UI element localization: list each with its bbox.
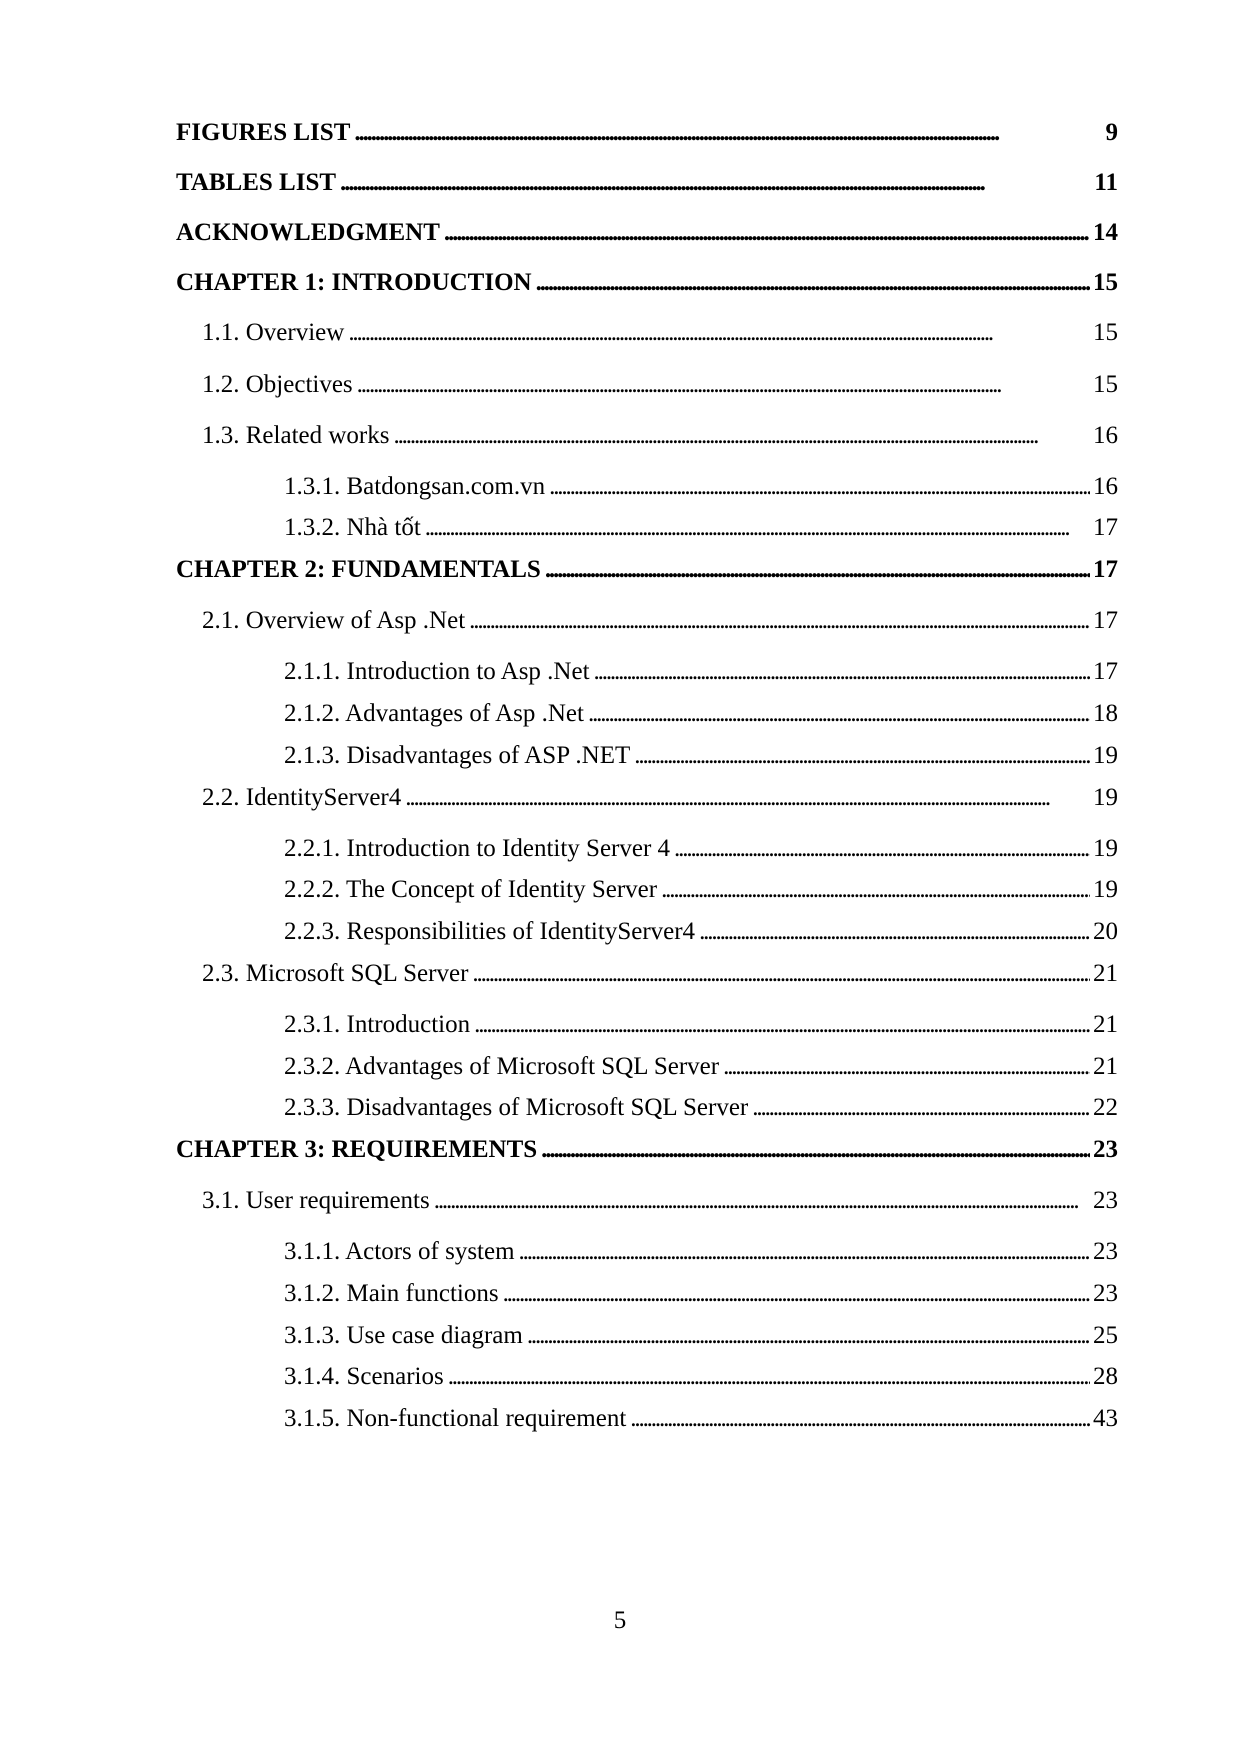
toc-entry-page: 16 bbox=[1093, 473, 1118, 500]
toc-entry[interactable] bbox=[284, 1404, 1118, 1434]
toc-entry-title: 1.1. Overview bbox=[202, 319, 345, 346]
toc-entry[interactable] bbox=[176, 1135, 1118, 1165]
toc-entry[interactable] bbox=[202, 606, 1118, 636]
toc-dot-leader bbox=[393, 421, 1090, 451]
toc-dot-leader bbox=[354, 118, 1102, 148]
toc-entry[interactable] bbox=[202, 1186, 1118, 1216]
toc-dot-leader bbox=[469, 606, 1090, 636]
toc-entry-title: 2.3. Microsoft SQL Server bbox=[202, 960, 469, 987]
toc-entry[interactable] bbox=[284, 1052, 1118, 1082]
toc-entry[interactable] bbox=[284, 917, 1118, 947]
toc-entry[interactable] bbox=[176, 118, 1118, 148]
toc-entry-title: TABLES LIST bbox=[176, 169, 337, 196]
toc-entry-title: 1.2. Objectives bbox=[202, 371, 353, 398]
toc-entry[interactable] bbox=[202, 318, 1118, 348]
toc-entry-page: 15 bbox=[1093, 371, 1118, 398]
toc-entry-title: 3.1.2. Main functions bbox=[284, 1280, 499, 1307]
toc-entry-page: 21 bbox=[1093, 1011, 1118, 1038]
toc-entry[interactable] bbox=[202, 959, 1118, 989]
toc-entry-page: 23 bbox=[1093, 1136, 1118, 1163]
toc-entry-title: CHAPTER 3: REQUIREMENTS bbox=[176, 1136, 538, 1163]
toc-entry-title: 2.2.2. The Concept of Identity Server bbox=[284, 876, 658, 903]
toc-dot-leader bbox=[472, 959, 1090, 989]
toc-dot-leader bbox=[630, 1404, 1090, 1434]
toc-entry-page: 23 bbox=[1093, 1187, 1118, 1214]
toc-entry-page: 17 bbox=[1093, 556, 1118, 583]
toc-dot-leader bbox=[444, 218, 1090, 248]
toc-entry[interactable] bbox=[284, 472, 1118, 502]
toc-dot-leader bbox=[549, 472, 1090, 502]
toc-entry[interactable] bbox=[284, 1237, 1118, 1267]
toc-entry-title: 3.1. User requirements bbox=[202, 1187, 430, 1214]
toc-entry-title: 2.3.2. Advantages of Microsoft SQL Server bbox=[284, 1053, 720, 1080]
toc-entry[interactable] bbox=[284, 875, 1118, 905]
toc-entry[interactable] bbox=[176, 218, 1118, 248]
toc-entry-title: 1.3.2. Nhà tốt bbox=[284, 514, 421, 541]
toc-dot-leader bbox=[634, 741, 1090, 771]
toc-entry-title: 2.3.3. Disadvantages of Microsoft SQL Server bbox=[284, 1094, 749, 1121]
toc-entry[interactable] bbox=[284, 1010, 1118, 1040]
toc-entry-page: 21 bbox=[1093, 960, 1118, 987]
toc-entry-title: CHAPTER 1: INTRODUCTION bbox=[176, 269, 532, 296]
toc-dot-leader bbox=[541, 1135, 1090, 1165]
toc-entry-title: FIGURES LIST bbox=[176, 119, 351, 146]
toc-dot-leader bbox=[752, 1093, 1090, 1123]
toc-entry-page: 15 bbox=[1093, 269, 1118, 296]
toc-entry-title: 2.1.1. Introduction to Asp .Net bbox=[284, 658, 590, 685]
toc-entry-page: 17 bbox=[1093, 514, 1118, 541]
toc-dot-leader bbox=[448, 1362, 1090, 1392]
toc-entry-title: 2.1. Overview of Asp .Net bbox=[202, 607, 466, 634]
toc-entry-title: 1.3.1. Batdongsan.com.vn bbox=[284, 473, 546, 500]
toc-entry-page: 23 bbox=[1093, 1238, 1118, 1265]
toc-dot-leader bbox=[545, 555, 1090, 585]
toc-dot-leader bbox=[723, 1052, 1090, 1082]
toc-dot-leader bbox=[594, 657, 1090, 687]
toc-dot-leader bbox=[357, 370, 1090, 400]
toc-entry[interactable] bbox=[284, 1321, 1118, 1351]
toc-entry-title: 2.3.1. Introduction bbox=[284, 1011, 471, 1038]
toc-entry-page: 21 bbox=[1093, 1053, 1118, 1080]
toc-entry-page: 18 bbox=[1093, 700, 1118, 727]
toc-entry[interactable] bbox=[284, 834, 1118, 864]
toc-entry[interactable] bbox=[176, 168, 1118, 198]
toc-entry-title: 1.3. Related works bbox=[202, 422, 390, 449]
toc-entry[interactable] bbox=[284, 699, 1118, 729]
toc-entry-page: 17 bbox=[1093, 607, 1118, 634]
toc-entry-page: 15 bbox=[1093, 319, 1118, 346]
toc-entry[interactable] bbox=[284, 741, 1118, 771]
toc-entry-page: 14 bbox=[1093, 219, 1118, 246]
toc-entry-page: 43 bbox=[1093, 1405, 1118, 1432]
toc-dot-leader bbox=[661, 875, 1090, 905]
toc-dot-leader bbox=[527, 1321, 1090, 1351]
toc-entry-page: 19 bbox=[1093, 835, 1118, 862]
toc-dot-leader bbox=[536, 268, 1090, 298]
toc-dot-leader bbox=[503, 1279, 1090, 1309]
page-number: 5 bbox=[613, 1607, 627, 1634]
toc-dot-leader bbox=[474, 1010, 1090, 1040]
toc-dot-leader bbox=[519, 1237, 1090, 1267]
toc-entry[interactable] bbox=[284, 1279, 1118, 1309]
toc-entry-title: 2.1.3. Disadvantages of ASP .NET bbox=[284, 742, 631, 769]
toc-entry[interactable] bbox=[176, 555, 1118, 585]
toc-entry[interactable] bbox=[284, 1362, 1118, 1392]
toc-dot-leader bbox=[434, 1186, 1090, 1216]
toc-entry[interactable] bbox=[202, 783, 1118, 813]
toc-entry-page: 23 bbox=[1093, 1280, 1118, 1307]
toc-dot-leader bbox=[425, 513, 1090, 543]
toc-entry-page: 9 bbox=[1105, 119, 1118, 146]
toc-entry[interactable] bbox=[202, 421, 1118, 451]
toc-entry-title: 3.1.4. Scenarios bbox=[284, 1363, 444, 1390]
toc-entry[interactable] bbox=[284, 513, 1118, 543]
toc-dot-leader bbox=[699, 917, 1090, 947]
toc-entry[interactable] bbox=[202, 370, 1118, 400]
toc-entry-page: 20 bbox=[1093, 918, 1118, 945]
toc-entry-title: CHAPTER 2: FUNDAMENTALS bbox=[176, 556, 541, 583]
toc-entry-title: 3.1.5. Non-functional requirement bbox=[284, 1405, 627, 1432]
toc-entry-title: 3.1.1. Actors of system bbox=[284, 1238, 515, 1265]
toc-entry-title: ACKNOWLEDGMENT bbox=[176, 219, 440, 246]
toc-entry[interactable] bbox=[284, 657, 1118, 687]
toc-entry-title: 2.2.1. Introduction to Identity Server 4 bbox=[284, 835, 671, 862]
toc-entry-title: 2.1.2. Advantages of Asp .Net bbox=[284, 700, 584, 727]
toc-entry-page: 11 bbox=[1094, 169, 1118, 196]
toc-entry-page: 22 bbox=[1093, 1094, 1118, 1121]
toc-entry-title: 3.1.3. Use case diagram bbox=[284, 1322, 523, 1349]
toc-entry[interactable] bbox=[284, 1093, 1118, 1123]
toc-entry-page: 17 bbox=[1093, 658, 1118, 685]
toc-entry-title: 2.2. IdentityServer4 bbox=[202, 784, 402, 811]
toc-entry-page: 19 bbox=[1093, 876, 1118, 903]
toc-entry-page: 19 bbox=[1093, 742, 1118, 769]
toc-dot-leader bbox=[405, 783, 1090, 813]
toc-entry-page: 16 bbox=[1093, 422, 1118, 449]
toc-entry-title: 2.2.3. Responsibilities of IdentityServer4 bbox=[284, 918, 696, 945]
toc-entry-page: 25 bbox=[1093, 1322, 1118, 1349]
toc-dot-leader bbox=[674, 834, 1090, 864]
toc-entry-page: 19 bbox=[1093, 784, 1118, 811]
toc-dot-leader bbox=[340, 168, 1091, 198]
toc-dot-leader bbox=[588, 699, 1090, 729]
toc-entry-page: 28 bbox=[1093, 1363, 1118, 1390]
toc-entry[interactable] bbox=[176, 268, 1118, 298]
toc-dot-leader bbox=[348, 318, 1090, 348]
